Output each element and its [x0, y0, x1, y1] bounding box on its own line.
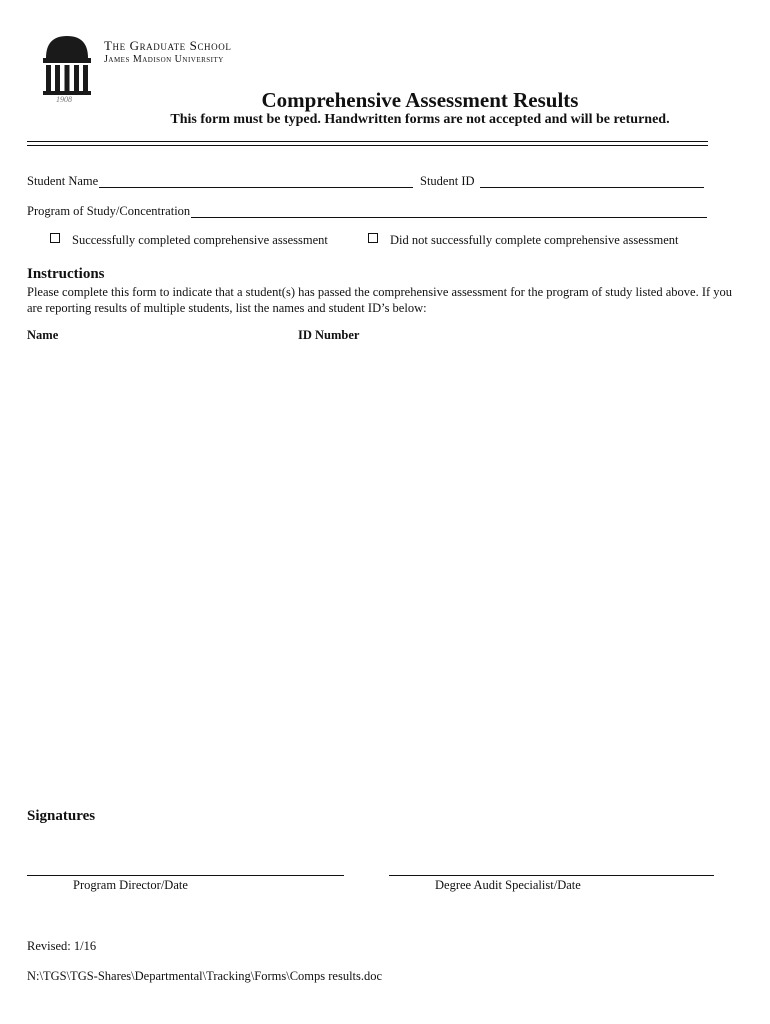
- program-field[interactable]: [191, 217, 707, 218]
- student-id-field[interactable]: [480, 187, 704, 188]
- form-notice: This form must be typed. Handwritten forms are not accepted and will be returned.: [170, 112, 670, 127]
- id-column-header: ID Number: [298, 328, 360, 342]
- form-title: Comprehensive Assessment Results: [261, 88, 579, 112]
- student-id-label: Student ID: [420, 174, 475, 188]
- specialist-signature-label: Degree Audit Specialist/Date: [435, 878, 581, 892]
- header-rule-bottom: [27, 145, 708, 146]
- failed-checkbox[interactable]: [368, 233, 378, 243]
- logo-year: 1908: [56, 95, 72, 102]
- specialist-signature-line[interactable]: [389, 875, 714, 876]
- passed-checkbox[interactable]: [50, 233, 60, 243]
- revision-date: Revised: 1/16: [27, 939, 97, 953]
- university-name: James Madison University: [104, 54, 224, 65]
- student-name-label: Student Name: [27, 174, 99, 188]
- failed-label: Did not successfully complete comprehensive assessment: [390, 233, 679, 247]
- passed-label: Successfully completed comprehensive assessment: [72, 233, 328, 247]
- instructions-heading: Instructions: [27, 266, 105, 282]
- school-name: The Graduate School: [104, 38, 232, 53]
- header-rule-top: [27, 141, 708, 142]
- director-signature-label: Program Director/Date: [73, 878, 188, 892]
- director-signature-line[interactable]: [27, 875, 344, 876]
- file-path: N:\TGS\TGS-Shares\Departmental\Tracking\Forms\Comps results.doc: [27, 969, 383, 983]
- signatures-heading: Signatures: [27, 808, 96, 824]
- student-name-field[interactable]: [99, 187, 413, 188]
- instructions-text: Please complete this form to indicate that a student(s) has passed the comprehensive assessment for the program of study listed above. If you are reporting results of multiple students, list the names and student ID’s below:: [27, 285, 733, 315]
- program-label: Program of Study/Concentration: [27, 204, 191, 218]
- name-column-header: Name: [27, 328, 59, 342]
